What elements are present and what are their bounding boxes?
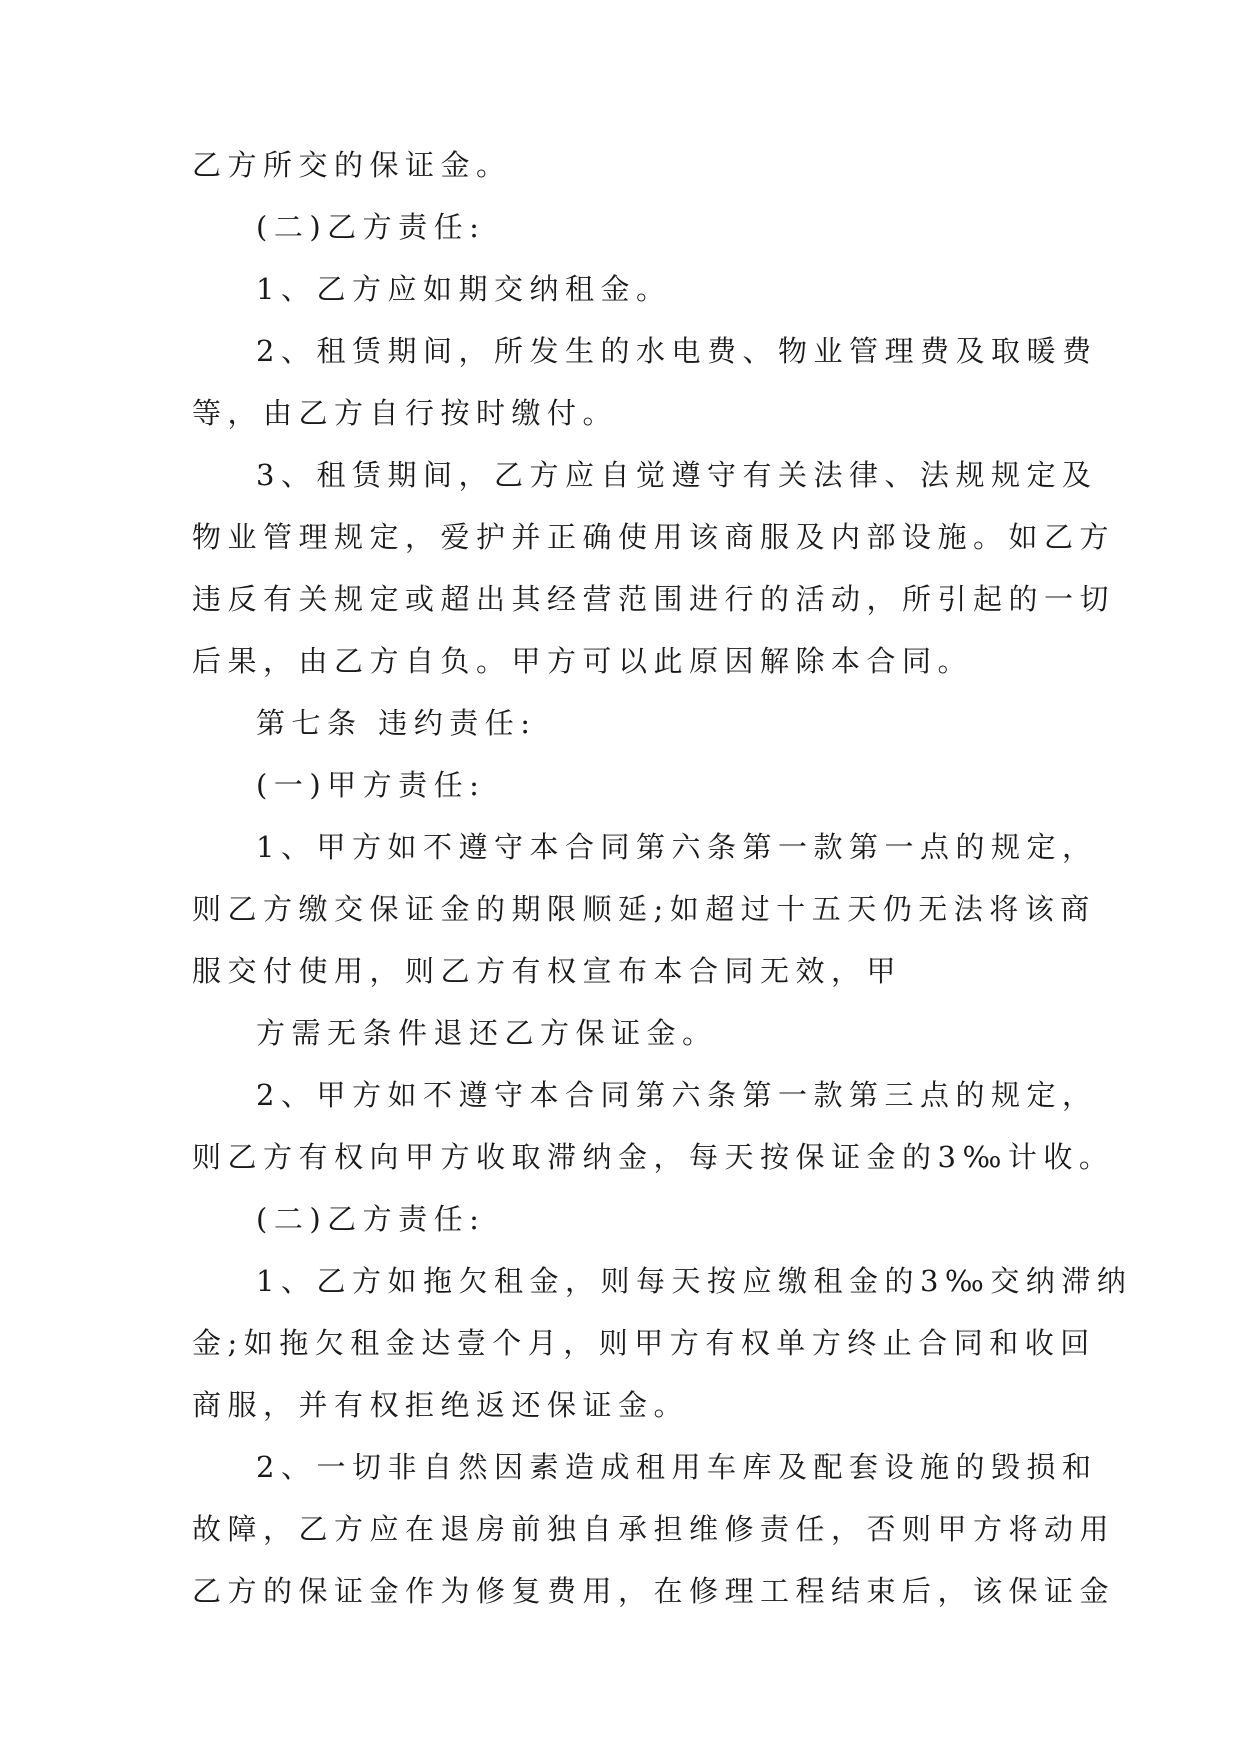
text-line: 3、租赁期间，乙方应自觉遵守有关法律、法规规定及	[256, 458, 1098, 492]
text-line: 乙方的保证金作为修复费用，在修理工程结束后，该保证金	[192, 1574, 1116, 1608]
text-line: 1、乙方如拖欠租金，则每天按应缴租金的3‰交纳滞纳	[256, 1264, 1133, 1298]
text-line: 服交付使用，则乙方有权宣布本合同无效，甲	[192, 954, 903, 988]
section-heading: (一)甲方责任:	[256, 768, 486, 802]
text-line: 商服，并有权拒绝返还保证金。	[192, 1388, 690, 1422]
text-line: 物业管理规定，爱护并正确使用该商服及内部设施。如乙方	[192, 520, 1116, 554]
text-line: 乙方所交的保证金。	[192, 148, 512, 182]
text-line: 金;如拖欠租金达壹个月，则甲方有权单方终止合同和收回	[192, 1326, 1096, 1360]
section-heading: (二)乙方责任:	[256, 1202, 486, 1236]
text-line: 1、乙方应如期交纳租金。	[256, 272, 672, 306]
text-line: 则乙方缴交保证金的期限顺延;如超过十五天仍无法将该商	[192, 892, 1096, 926]
section-heading: (二)乙方责任:	[256, 210, 486, 244]
text-line: 2、租赁期间，所发生的水电费、物业管理费及取暖费	[256, 334, 1098, 368]
text-line: 方需无条件退还乙方保证金。	[256, 1016, 718, 1050]
text-line: 故障，乙方应在退房前独自承担维修责任，否则甲方将动用	[192, 1512, 1116, 1546]
text-line: 1、甲方如不遵守本合同第六条第一款第一点的规定，	[256, 830, 1098, 864]
article-heading: 第七条 违约责任:	[256, 706, 537, 740]
text-line: 等，由乙方自行按时缴付。	[192, 396, 619, 430]
text-line: 则乙方有权向甲方收取滞纳金，每天按保证金的3‰计收。	[192, 1140, 1115, 1174]
text-line: 2、一切非自然因素造成租用车库及配套设施的毁损和	[256, 1450, 1098, 1484]
text-line: 违反有关规定或超出其经营范围进行的活动，所引起的一切	[192, 582, 1116, 616]
text-line: 2、甲方如不遵守本合同第六条第一款第三点的规定，	[256, 1078, 1098, 1112]
text-line: 后果，由乙方自负。甲方可以此原因解除本合同。	[192, 644, 974, 678]
